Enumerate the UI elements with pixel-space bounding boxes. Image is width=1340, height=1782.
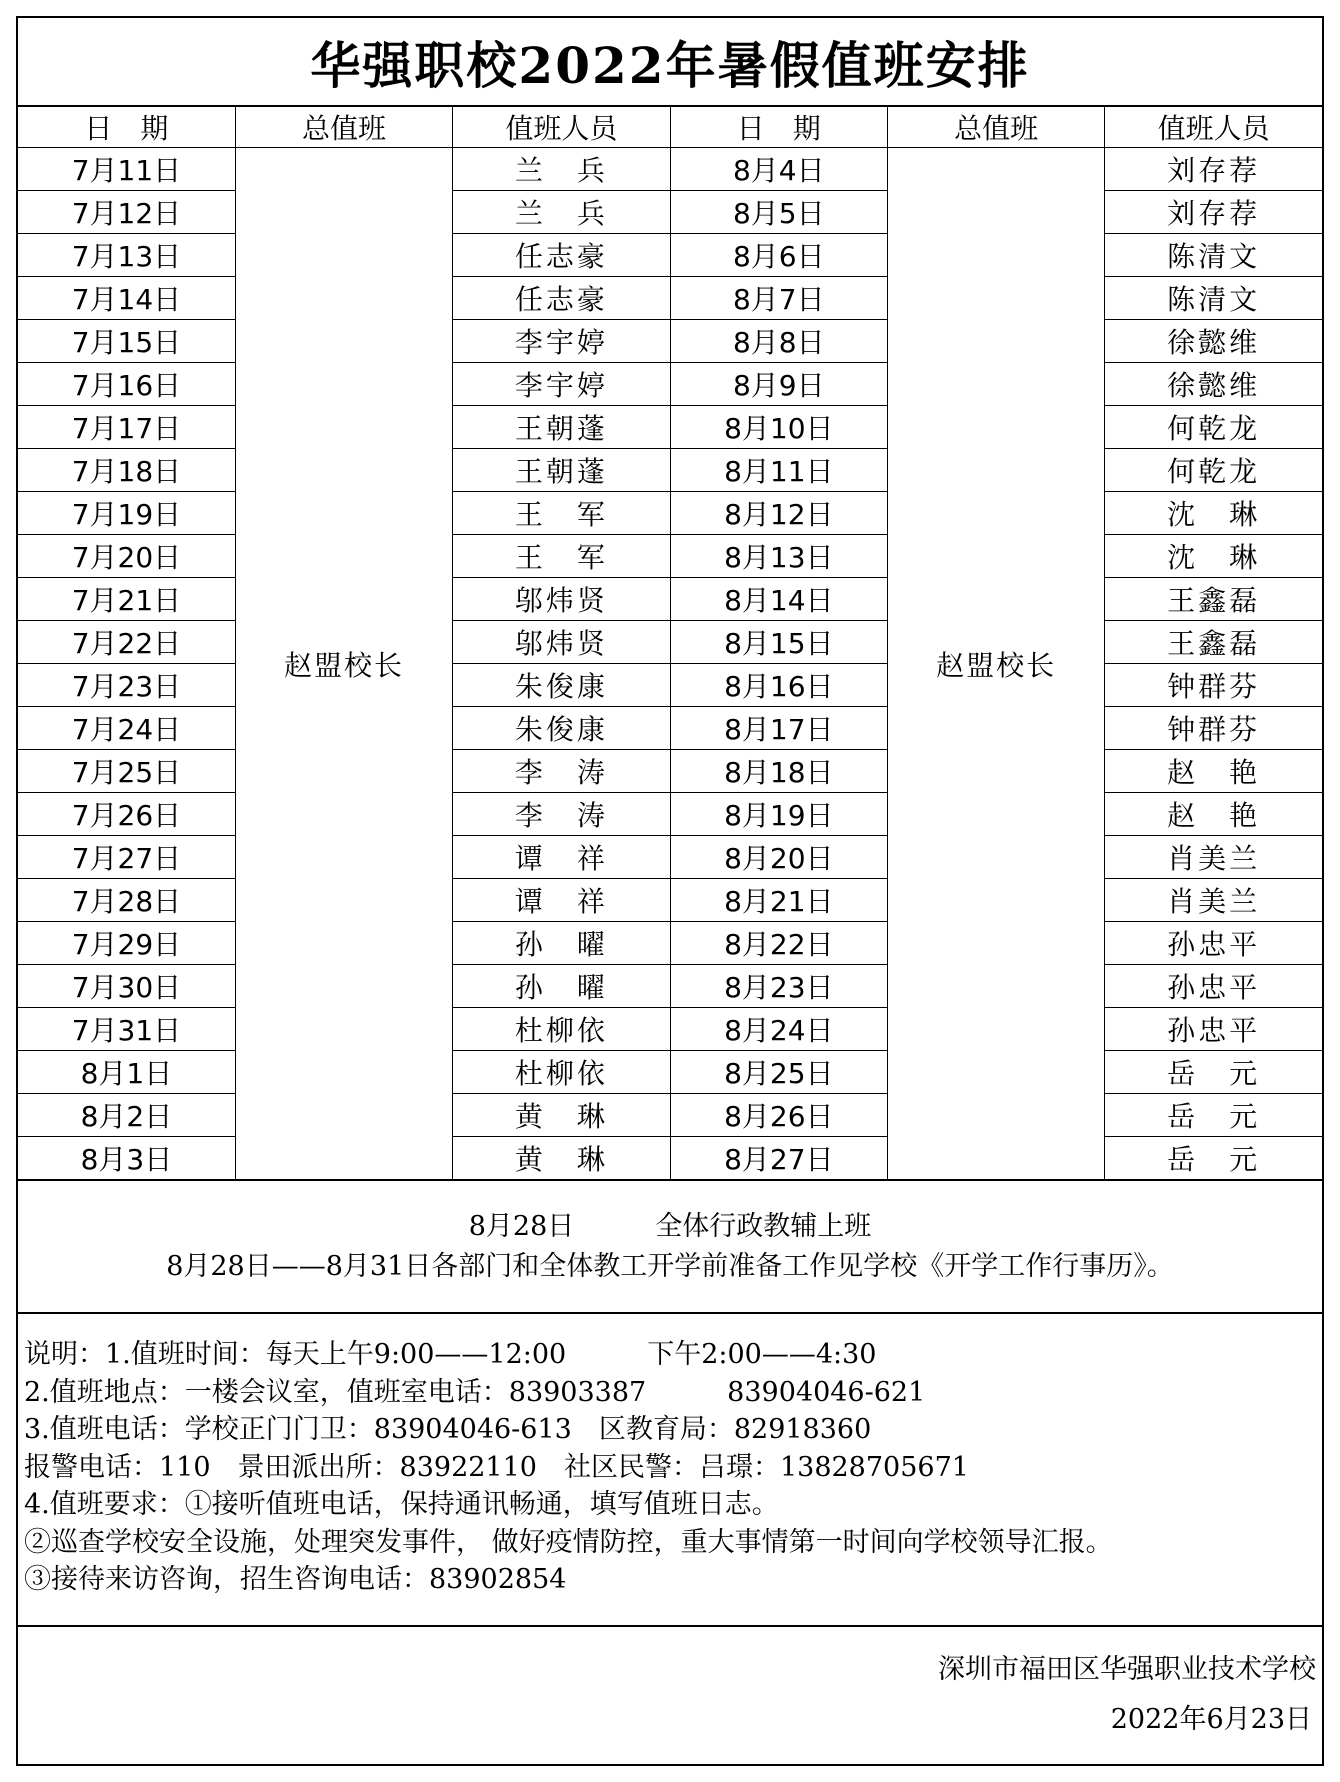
staff-cell-left: 李 涛 — [453, 793, 670, 836]
instruction-line: 3.值班电话：学校正门门卫：83904046-613 区教育局：82918360 — [24, 1414, 872, 1445]
staff-cell-right: 钟群芬 — [1105, 707, 1322, 750]
date-cell-left: 7月25日 — [18, 750, 235, 793]
date-cell-right: 8月20日 — [670, 836, 887, 879]
table-header-row — [18, 107, 1322, 148]
staff-cell-left: 谭 祥 — [453, 836, 670, 879]
date-cell-left: 7月13日 — [18, 234, 235, 277]
table-row — [18, 707, 1322, 750]
staff-cell-right: 孙忠平 — [1105, 922, 1322, 965]
date-cell-right: 8月23日 — [670, 965, 887, 1008]
table-row — [18, 449, 1322, 492]
table-row — [18, 793, 1322, 836]
table-row — [18, 836, 1322, 879]
instruction-line: 2.值班地点：一楼会议室，值班室电话：83903387 83904046-621 — [24, 1376, 926, 1408]
footer-organization: 深圳市福田区华强职业技术学校 — [938, 1654, 1316, 1685]
staff-cell-right: 沈 琳 — [1105, 535, 1322, 578]
date-cell-right: 8月9日 — [670, 363, 887, 406]
table-row — [18, 535, 1322, 578]
date-cell-right: 8月16日 — [670, 664, 887, 707]
date-cell-left: 7月26日 — [18, 793, 235, 836]
instructions-section — [18, 1314, 1322, 1627]
notice-line-2: 8月28日——8月31日各部门和全体教工开学前准备工作见学校《开学工作行事历》。 — [166, 1250, 1174, 1282]
table-row — [18, 1094, 1322, 1137]
date-cell-right: 8月7日 — [670, 277, 887, 320]
date-cell-right: 8月8日 — [670, 320, 887, 363]
date-cell-left: 7月18日 — [18, 449, 235, 492]
staff-cell-left: 杜柳依 — [453, 1051, 670, 1094]
notice-section — [18, 1180, 1322, 1314]
staff-cell-right: 王鑫磊 — [1105, 621, 1322, 664]
table-row — [18, 621, 1322, 664]
supervisor-cell-left: 赵盟校长 — [235, 148, 452, 1180]
date-cell-left: 7月23日 — [18, 664, 235, 707]
date-cell-right: 8月21日 — [670, 879, 887, 922]
table-row — [18, 191, 1322, 234]
table-row — [18, 406, 1322, 449]
table-row — [18, 363, 1322, 406]
staff-cell-left: 黄 琳 — [453, 1094, 670, 1137]
staff-cell-left: 孙 曜 — [453, 965, 670, 1008]
schedule-sheet — [16, 16, 1324, 1766]
table-row — [18, 277, 1322, 320]
staff-cell-left: 李 涛 — [453, 750, 670, 793]
header-supervisor-right: 总值班 — [888, 107, 1105, 148]
footer-section — [18, 1627, 1322, 1757]
staff-cell-left: 朱俊康 — [453, 707, 670, 750]
staff-cell-left: 兰 兵 — [453, 191, 670, 234]
staff-cell-left: 王朝蓬 — [453, 449, 670, 492]
date-cell-right: 8月12日 — [670, 492, 887, 535]
date-cell-right: 8月4日 — [670, 148, 887, 191]
staff-cell-right: 何乾龙 — [1105, 406, 1322, 449]
table-row — [18, 879, 1322, 922]
staff-cell-left: 黄 琳 — [453, 1137, 670, 1180]
date-cell-left: 7月31日 — [18, 1008, 235, 1051]
date-cell-left: 7月16日 — [18, 363, 235, 406]
date-cell-right: 8月13日 — [670, 535, 887, 578]
date-cell-left: 7月27日 — [18, 836, 235, 879]
instruction-line: 说明：1.值班时间：每天上午9:00——12:00 下午2:00——4:30 — [24, 1339, 877, 1370]
table-row — [18, 320, 1322, 363]
staff-cell-right: 何乾龙 — [1105, 449, 1322, 492]
staff-cell-left: 邬炜贤 — [453, 621, 670, 664]
staff-cell-right: 钟群芬 — [1105, 664, 1322, 707]
staff-cell-right: 肖美兰 — [1105, 836, 1322, 879]
staff-cell-right: 刘存荐 — [1105, 148, 1322, 191]
date-cell-left: 7月11日 — [18, 148, 235, 191]
table-row — [18, 1137, 1322, 1180]
table-row — [18, 750, 1322, 793]
staff-cell-left: 兰 兵 — [453, 148, 670, 191]
staff-cell-right: 赵 艳 — [1105, 750, 1322, 793]
instruction-line: ②巡查学校安全设施，处理突发事件， 做好疫情防控，重大事情第一时间向学校领导汇报。 — [24, 1526, 1113, 1558]
staff-cell-right: 刘存荐 — [1105, 191, 1322, 234]
header-date-left: 日 期 — [18, 107, 235, 148]
date-cell-right: 8月22日 — [670, 922, 887, 965]
date-cell-left: 7月19日 — [18, 492, 235, 535]
staff-cell-left: 杜柳依 — [453, 1008, 670, 1051]
staff-cell-right: 陈清文 — [1105, 277, 1322, 320]
date-cell-right: 8月27日 — [670, 1137, 887, 1180]
table-row — [18, 922, 1322, 965]
table-row — [18, 664, 1322, 707]
date-cell-right: 8月17日 — [670, 707, 887, 750]
staff-cell-right: 岳 元 — [1105, 1137, 1322, 1180]
table-row — [18, 234, 1322, 277]
staff-cell-right: 岳 元 — [1105, 1051, 1322, 1094]
date-cell-right: 8月25日 — [670, 1051, 887, 1094]
date-cell-left: 7月12日 — [18, 191, 235, 234]
table-row — [18, 965, 1322, 1008]
table-row — [18, 578, 1322, 621]
supervisor-cell-right: 赵盟校长 — [888, 148, 1105, 1180]
staff-cell-left: 王 军 — [453, 535, 670, 578]
date-cell-right: 8月10日 — [670, 406, 887, 449]
date-cell-left: 8月1日 — [18, 1051, 235, 1094]
instruction-line: ③接待来访咨询，招生咨询电话：83902854 — [24, 1564, 567, 1595]
date-cell-right: 8月26日 — [670, 1094, 887, 1137]
header-staff-right: 值班人员 — [1105, 107, 1322, 148]
date-cell-right: 8月6日 — [670, 234, 887, 277]
staff-cell-left: 任志豪 — [453, 277, 670, 320]
staff-cell-right: 徐懿维 — [1105, 363, 1322, 406]
staff-cell-left: 谭 祥 — [453, 879, 670, 922]
date-cell-right: 8月14日 — [670, 578, 887, 621]
staff-cell-right: 肖美兰 — [1105, 879, 1322, 922]
date-cell-right: 8月15日 — [670, 621, 887, 664]
staff-cell-right: 王鑫磊 — [1105, 578, 1322, 621]
date-cell-left: 7月28日 — [18, 879, 235, 922]
instruction-line: 报警电话：110 景田派出所：83922110 社区民警：吕璟：13828705671 — [24, 1451, 969, 1483]
date-cell-left: 8月3日 — [18, 1137, 235, 1180]
date-cell-left: 7月29日 — [18, 922, 235, 965]
date-cell-right: 8月24日 — [670, 1008, 887, 1051]
staff-cell-right: 陈清文 — [1105, 234, 1322, 277]
table-row — [18, 492, 1322, 535]
date-cell-left: 7月30日 — [18, 965, 235, 1008]
staff-cell-right: 孙忠平 — [1105, 1008, 1322, 1051]
staff-cell-left: 朱俊康 — [453, 664, 670, 707]
date-cell-right: 8月5日 — [670, 191, 887, 234]
page-title: 华强职校2022年暑假值班安排 — [18, 18, 1322, 107]
date-cell-left: 7月21日 — [18, 578, 235, 621]
date-cell-left: 7月15日 — [18, 320, 235, 363]
staff-cell-right: 沈 琳 — [1105, 492, 1322, 535]
date-cell-left: 7月14日 — [18, 277, 235, 320]
date-cell-left: 7月17日 — [18, 406, 235, 449]
date-cell-right: 8月19日 — [670, 793, 887, 836]
date-cell-left: 7月24日 — [18, 707, 235, 750]
table-row — [18, 1008, 1322, 1051]
header-supervisor-left: 总值班 — [235, 107, 452, 148]
date-cell-left: 7月20日 — [18, 535, 235, 578]
footer-date: 2022年6月23日 — [1110, 1704, 1312, 1735]
staff-cell-left: 王 军 — [453, 492, 670, 535]
date-cell-left: 7月22日 — [18, 621, 235, 664]
staff-cell-left: 任志豪 — [453, 234, 670, 277]
staff-cell-left: 孙 曜 — [453, 922, 670, 965]
header-date-right: 日 期 — [670, 107, 887, 148]
staff-cell-left: 王朝蓬 — [453, 406, 670, 449]
staff-cell-left: 李宇婷 — [453, 363, 670, 406]
staff-cell-right: 徐懿维 — [1105, 320, 1322, 363]
staff-cell-left: 李宇婷 — [453, 320, 670, 363]
staff-cell-left: 邬炜贤 — [453, 578, 670, 621]
staff-cell-right: 岳 元 — [1105, 1094, 1322, 1137]
notice-line-1: 8月28日 全体行政教辅上班 — [468, 1210, 872, 1242]
instruction-line: 4.值班要求：①接听值班电话，保持通讯畅通，填写值班日志。 — [24, 1489, 779, 1520]
header-staff-left: 值班人员 — [453, 107, 670, 148]
table-row — [18, 1051, 1322, 1094]
duty-table — [18, 107, 1322, 1180]
date-cell-right: 8月11日 — [670, 449, 887, 492]
staff-cell-right: 孙忠平 — [1105, 965, 1322, 1008]
date-cell-left: 8月2日 — [18, 1094, 235, 1137]
staff-cell-right: 赵 艳 — [1105, 793, 1322, 836]
date-cell-right: 8月18日 — [670, 750, 887, 793]
table-row — [18, 148, 1322, 191]
